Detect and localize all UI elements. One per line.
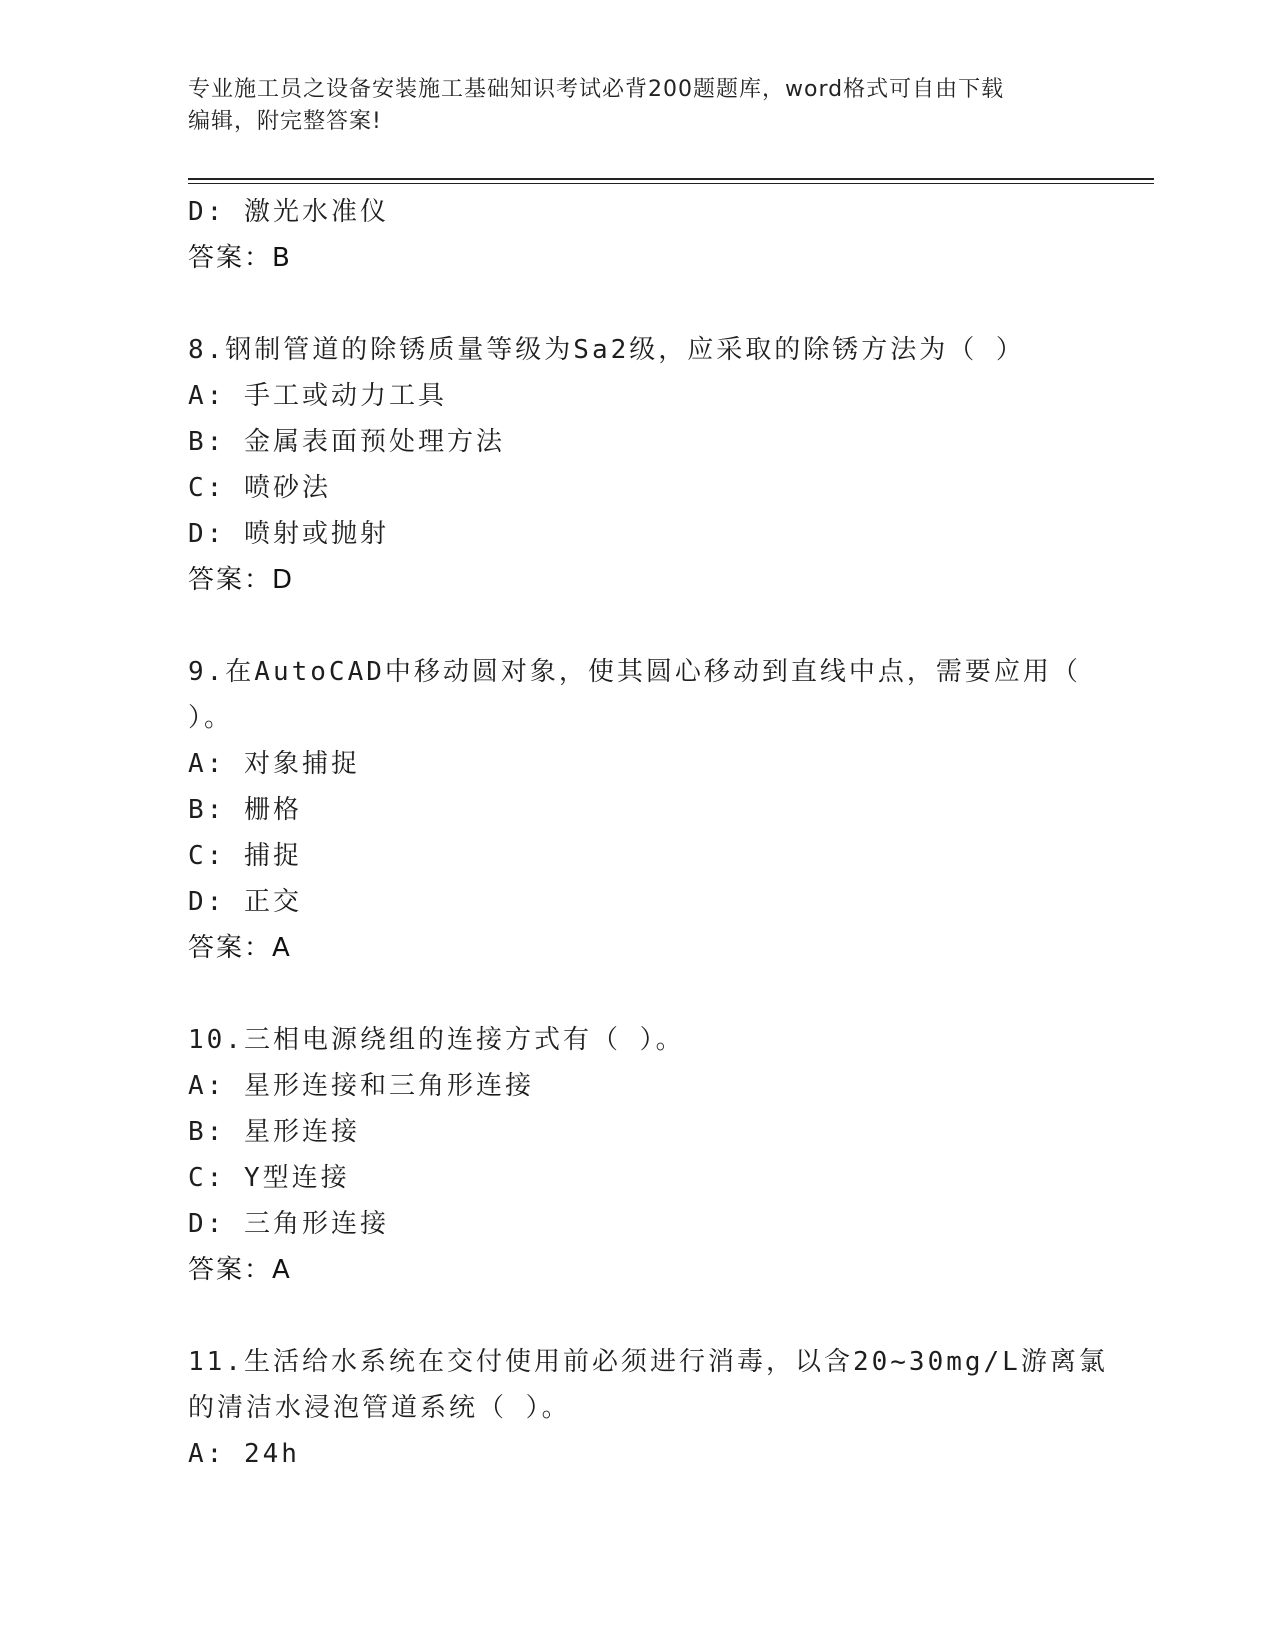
- question-content: [188, 189, 1108, 1477]
- header-title-line-1: 专业施工员之设备安装施工基础知识考试必背200题题库，word格式可自由下载: [188, 77, 1005, 102]
- option-a: A: 手工或动力工具: [188, 381, 447, 411]
- question-10: [188, 1017, 1108, 1293]
- question-stem-continued: 的清洁水浸泡管道系统（ ）。: [188, 1393, 571, 1423]
- option-b: B: 星形连接: [188, 1117, 360, 1147]
- header-divider-thick: [188, 178, 1154, 180]
- question-stem: 9.在AutoCAD中移动圆对象，使其圆心移动到直线中点，需要应用（: [188, 657, 1081, 687]
- question-stem: 10.三相电源绕组的连接方式有（ ）。: [188, 1025, 685, 1055]
- question-9: [188, 649, 1108, 971]
- option-d: D: 激光水准仪: [188, 197, 389, 227]
- question-11: [188, 1339, 1108, 1477]
- option-d: D: 三角形连接: [188, 1209, 389, 1239]
- answer-line: 答案：A: [188, 1255, 292, 1285]
- option-d: D: 正交: [188, 887, 302, 917]
- header-title-line-2: 编辑，附完整答案!: [188, 109, 382, 134]
- option-c: C: 喷砂法: [188, 473, 331, 503]
- answer-line: 答案：B: [188, 243, 292, 273]
- answer-line: 答案：A: [188, 933, 292, 963]
- option-c: C: 捕捉: [188, 841, 302, 871]
- question-stem: 8.钢制管道的除锈质量等级为Sa2级，应采取的除锈方法为（ ）: [188, 335, 1025, 365]
- question-stem: 11.生活给水系统在交付使用前必须进行消毒，以含20~30mg/L游离氯: [188, 1347, 1108, 1377]
- option-c: C: Y型连接: [188, 1163, 350, 1193]
- option-a: A: 24h: [188, 1439, 300, 1469]
- option-b: B: 栅格: [188, 795, 302, 825]
- option-d: D: 喷射或抛射: [188, 519, 389, 549]
- option-a: A: 对象捕捉: [188, 749, 360, 779]
- answer-line: 答案：D: [188, 565, 295, 595]
- question-7-tail: [188, 189, 1108, 281]
- question-8: [188, 327, 1108, 603]
- document-header: [188, 74, 1088, 138]
- option-a: A: 星形连接和三角形连接: [188, 1071, 534, 1101]
- header-divider-thin: [188, 183, 1154, 184]
- question-stem-continued: ）。: [188, 703, 234, 733]
- option-b: B: 金属表面预处理方法: [188, 427, 505, 457]
